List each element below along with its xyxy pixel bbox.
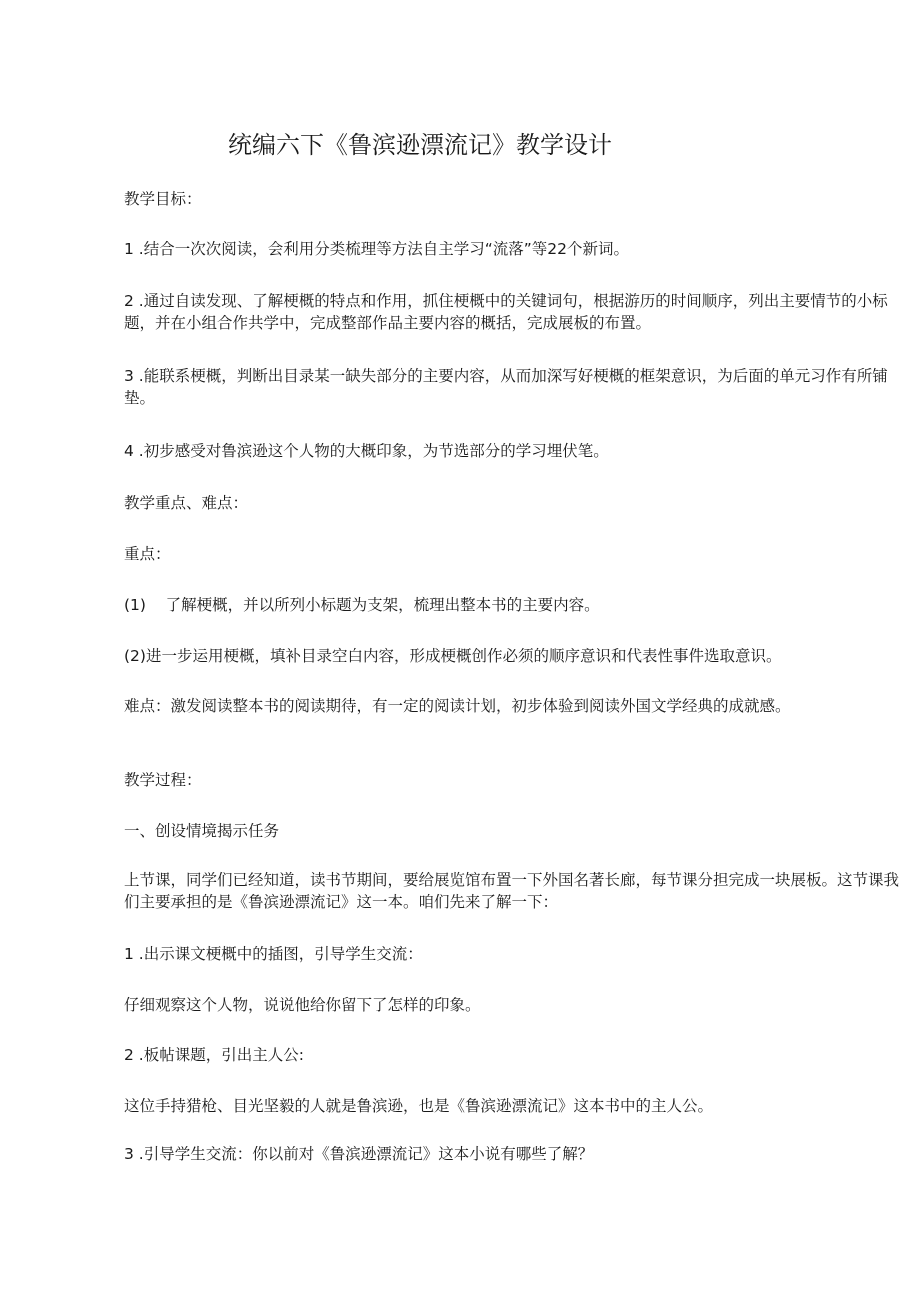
paragraph-step-3: 3 .引导学生交流：你以前对《鲁滨逊漂流记》这本小说有哪些了解？ — [124, 1145, 594, 1163]
paragraph-teaching-goals-heading: 教学目标： — [124, 190, 202, 208]
paragraph-difficulty: 难点：激发阅读整本书的阅读期待，有一定的阅读计划，初步体验到阅读外国文学经典的成就感。 — [124, 697, 791, 715]
paragraph-focus-label: 重点： — [124, 545, 171, 563]
paragraph-protagonist: 这位手持猎枪、目光坚毅的人就是鲁滨逊，也是《鲁滨逊漂流记》这本书中的主人公。 — [124, 1097, 714, 1115]
paragraph-process-heading: 教学过程： — [124, 771, 202, 789]
paragraph-section-1-heading: 一、创设情境揭示任务 — [124, 822, 280, 840]
paragraph-focus-2: (2)进一步运用梗概，填补目录空白内容，形成梗概创作必须的顺序意识和代表性事件选取意识。 — [124, 647, 782, 665]
paragraph-goal-4: 4 .初步感受对鲁滨逊这个人物的大概印象，为节选部分的学习埋伏笔。 — [124, 442, 609, 460]
paragraph-goal-3: 3 .能联系梗概，判断出目录某一缺失部分的主要内容，从而加深写好梗概的框架意识，为后面的单元习作有所铺垫。 — [124, 367, 888, 407]
paragraph-step-2: 2 .板帖课题，引出主人公: — [124, 1046, 304, 1064]
paragraph-key-points-heading: 教学重点、难点： — [124, 494, 249, 512]
paragraph-goal-2: 2 .通过自读发现、了解梗概的特点和作用，抓住梗概中的关键词句，根据游历的时间顺序，列出主要情节的小标题，并在小组合作共学中，完成整部作品主要内容的概括，完成展板的布置。 — [124, 292, 888, 332]
paragraph-intro: 上节课，同学们已经知道，读书节期间，要给展览馆布置一下外国名著长廊，每节课分担完成一块展板。这节课我们主要承担的是《鲁滨逊漂流记》这一本。咱们先来了解一下： — [124, 871, 900, 911]
document-title: 统编六下《鲁滨逊漂流记》教学设计 — [228, 131, 612, 159]
paragraph-observe: 仔细观察这个人物，说说他给你留下了怎样的印象。 — [124, 996, 481, 1014]
paragraph-goal-1: 1 .结合一次次阅读，会利用分类梳理等方法自主学习“流落”等22个新词。 — [124, 240, 630, 258]
paragraph-step-1: 1 .出示课文梗概中的插图，引导学生交流： — [124, 945, 423, 963]
paragraph-focus-1: (1) 了解梗概，并以所列小标题为支架，梳理出整本书的主要内容。 — [124, 596, 600, 614]
